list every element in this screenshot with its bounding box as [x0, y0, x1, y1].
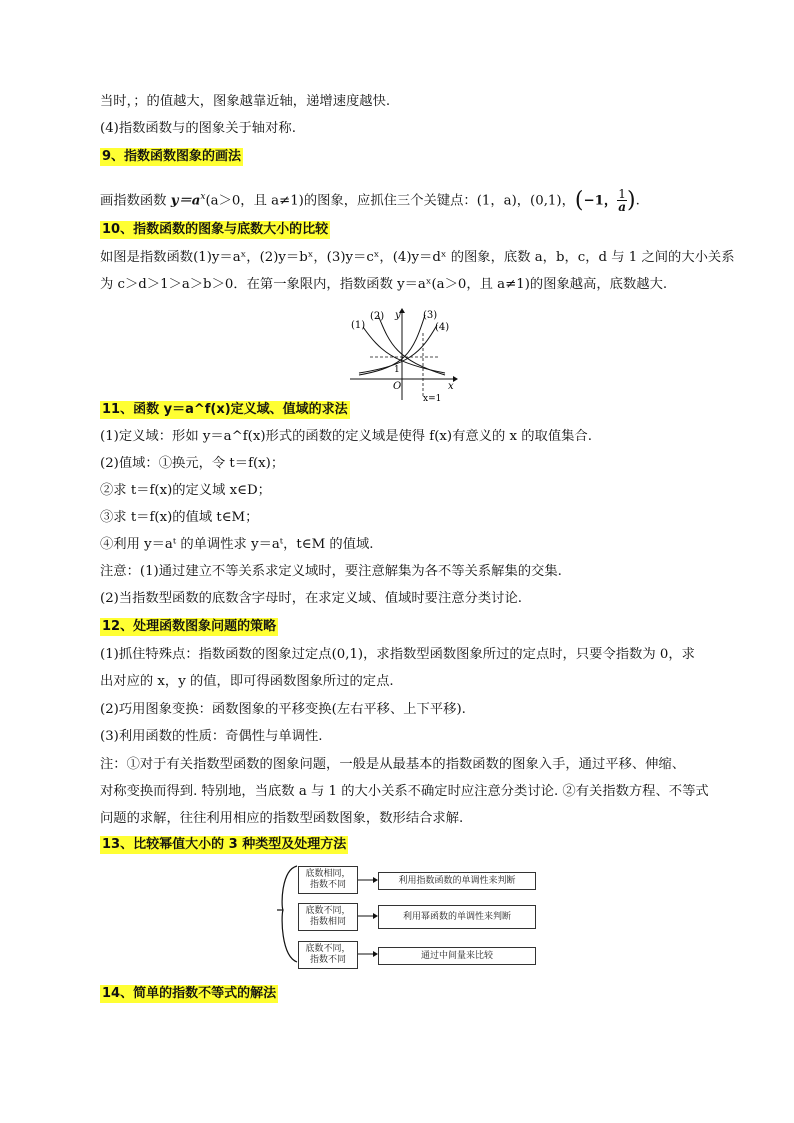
paragraph-line: (2)值域：①换元，令 t＝f(x)；: [100, 456, 285, 471]
condition-line: 指数不同: [309, 955, 346, 965]
method-box: 利用幂函数的单调性来判断: [378, 905, 536, 929]
condition-line: 底数不同，: [305, 906, 351, 916]
section-heading-13: 13、比较幂值大小的 3 种类型及处理方法: [102, 837, 347, 852]
condition-line: 指数不同: [309, 880, 346, 890]
curve-label-2: (2): [370, 311, 385, 322]
brace: [282, 866, 297, 962]
fraction-numerator: 1: [618, 187, 626, 202]
x-axis-label: x: [448, 381, 454, 392]
curve-label-1: (1): [351, 320, 366, 331]
paragraph-line: (4)指数函数与的图象关于轴对称.: [100, 121, 296, 136]
paragraph-line: (2)巧用图象变换：函数图象的平移变换(左右平移、上下平移).: [100, 702, 466, 717]
x-axis-arrow: [453, 376, 458, 382]
paragraph-line: 注意：(1)通过建立不等关系求定义域时，要注意解集为各不等关系解集的交集.: [100, 564, 562, 579]
paragraph-line: 注：①对于有关指数型函数的图象问题，一般是从最基本的指数函数的图象入手，通过平移、伸缩、: [100, 757, 686, 772]
section-heading-11: 11、函数 y＝a^f(x)定义域、值域的求法: [102, 402, 348, 417]
section-heading-14: 14、简单的指数不等式的解法: [102, 986, 277, 1001]
paragraph-line: 对称变换而得到. 特别地，当底数 a 与 1 的大小关系不确定时应注意分类讨论. ②有关指数方程、不等式: [100, 784, 709, 799]
paragraph-line: 出对应的 x，y 的值，即可得函数图象所过的定点.: [100, 674, 394, 689]
x-eq-1-label: x=1: [423, 394, 442, 403]
exponential-graph: [345, 305, 460, 403]
paragraph-line: 如图是指数函数(1)y＝aˣ，(2)y＝bˣ，(3)y＝cˣ，(4)y＝dˣ 的图象，底数 a，b，c，d 与 1 之间的大小关系: [100, 250, 735, 265]
curve-label-3: (3): [423, 310, 438, 321]
curve-label-4: (4): [435, 322, 450, 333]
text-segment: .: [635, 193, 640, 209]
formula: y＝a: [170, 193, 201, 209]
paragraph-line: 为 c＞d＞1＞a＞b＞0．在第一象限内，指数函数 y＝aˣ(a＞0，且 a≠1)的图象越高，底数越大.: [100, 277, 668, 292]
fraction: [617, 188, 627, 213]
section-heading-10: 10、指数函数的图象与底数大小的比较: [102, 222, 329, 237]
method-box: 利用指数函数的单调性来判断: [378, 872, 536, 890]
paren-close: ): [626, 187, 636, 213]
condition-box: [298, 903, 358, 931]
paragraph-line: (1)定义域：形如 y＝a^f(x)形式的函数的定义域是使得 f(x)有意义的 x 的取值集合.: [100, 429, 592, 444]
paren-open: (: [574, 187, 584, 213]
condition-line: 指数相同: [309, 917, 346, 927]
condition-box: [298, 866, 358, 894]
text-segment: 画指数函数: [100, 193, 171, 209]
point-x: −1，: [583, 193, 618, 209]
formula-exponent: x: [200, 192, 206, 202]
condition-line: 底数不同，: [305, 944, 351, 954]
curve-1: [363, 327, 445, 373]
text-segment: (a＞0，且 a≠1)的图象，应抓住三个关键点：(1，a)，(0,1)，: [205, 193, 575, 209]
paragraph-line: ④利用 y＝aᵗ 的单调性求 y＝aᵗ，t∈M 的值域.: [100, 537, 374, 552]
one-label: 1: [394, 365, 400, 375]
method-box: 通过中间量来比较: [378, 947, 536, 965]
paragraph-line: (3)利用函数的性质：奇偶性与单调性.: [100, 729, 323, 744]
paragraph-line: 问题的求解，往往利用相应的指数型函数图象，数形结合求解.: [100, 811, 464, 826]
section-heading-12: 12、处理函数图象问题的策略: [102, 619, 277, 634]
paragraph-line: ②求 t＝f(x)的定义域 x∈D；: [100, 483, 271, 498]
y-axis-label: y: [395, 310, 401, 321]
condition-line: 底数相同，: [305, 869, 351, 879]
section-heading-9: 9、指数函数图象的画法: [102, 149, 242, 164]
condition-box: [298, 941, 358, 969]
origin-label: O: [393, 381, 402, 392]
paragraph-line: ③求 t＝f(x)的值域 t∈M；: [100, 510, 259, 525]
paragraph-line: 当时，；的值越大，图象越靠近轴，递增速度越快.: [100, 94, 391, 109]
paragraph-line: (2)当指数型函数的底数含字母时，在求定义域、值域时要注意分类讨论.: [100, 591, 522, 606]
fraction-denominator: a: [618, 200, 626, 215]
paragraph-line: [100, 186, 720, 213]
paragraph-line: (1)抓住特殊点：指数函数的图象过定点(0,1)，求指数型函数图象所过的定点时，只要令指数为 0，求: [100, 647, 695, 662]
